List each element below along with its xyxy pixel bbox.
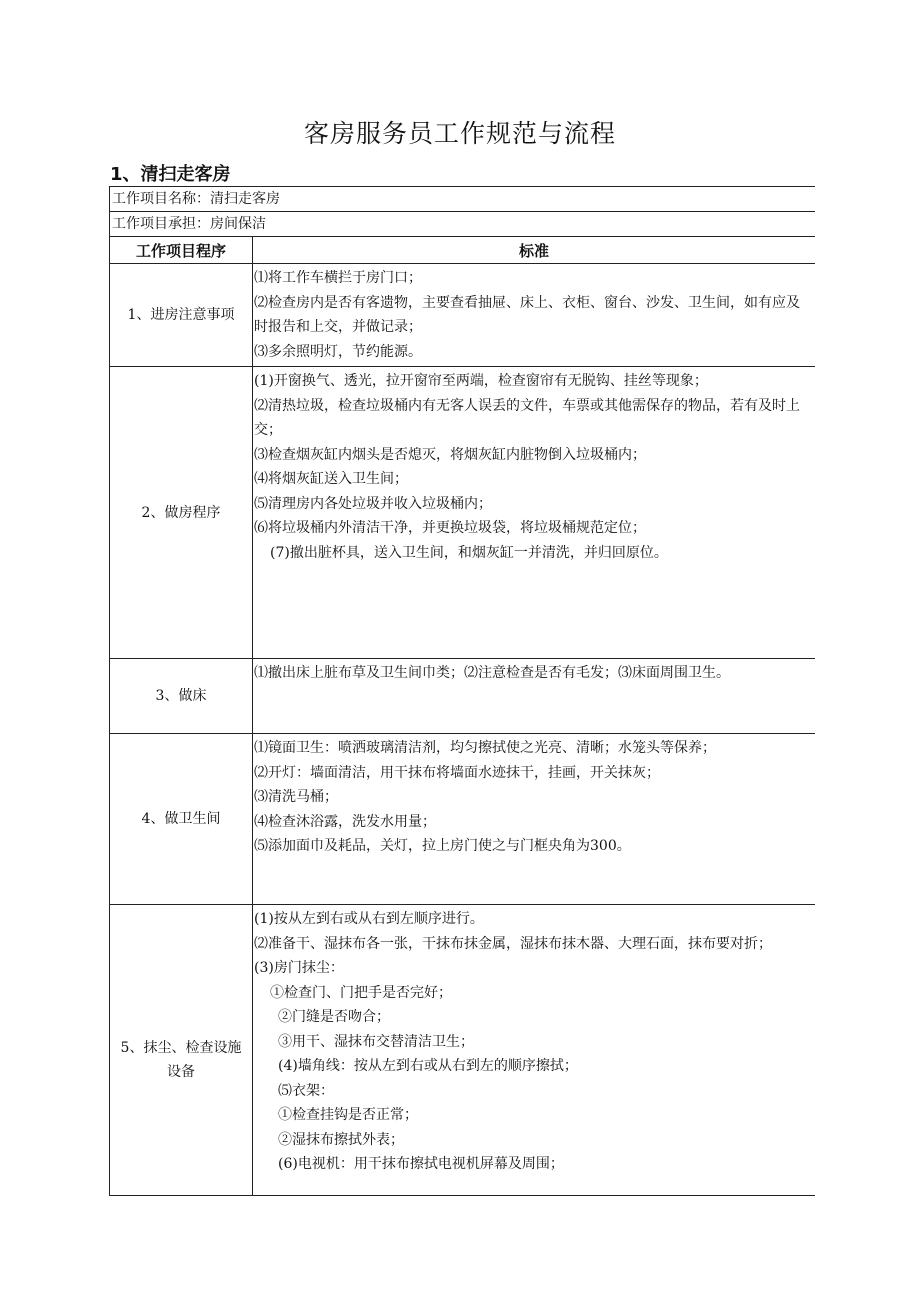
procedure-cell: 2、做房程序: [110, 367, 253, 659]
standard-cell: [253, 905, 816, 1197]
header-procedure: 工作项目程序: [110, 237, 253, 264]
header-standard: 标准: [253, 237, 816, 264]
standard-item: ⑸清理房内各处垃圾并收入垃圾桶内；: [254, 495, 492, 512]
standard-item: ⑶检查烟灰缸内烟头是否熄灭，将烟灰缸内脏物倒入垃圾桶内；: [254, 446, 646, 463]
procedure-cell: 3、做床: [110, 659, 253, 734]
table-row: [110, 734, 816, 905]
standard-item: ①检查门、门把手是否完好；: [270, 984, 452, 1001]
standard-item: ②湿抹布擦拭外表；: [278, 1131, 404, 1148]
standard-cell: [253, 659, 816, 734]
standard-item: ⑹将垃圾桶内外清洁干净，并更换垃圾袋，将垃圾桶规范定位；: [254, 520, 646, 536]
standard-item: ⑴镜面卫生：喷洒玻璃清洁剂，均匀擦拭使之光亮、清晰；水笼头等保养；: [254, 740, 716, 756]
procedure-cell: 5、抹尘、检查设施设备: [110, 905, 253, 1197]
standard-cell: [253, 367, 816, 659]
standard-cell: [253, 264, 816, 367]
standard-item: ①检查挂钩是否正常；: [278, 1107, 418, 1123]
standard-item: ⑵清热垃圾，检查垃圾桶内有无客人误丢的文件，车票或其他需保存的物品，若有及时上交；: [254, 397, 800, 438]
standard-item: ⑷检查沐浴露，洗发水用量；: [254, 813, 436, 830]
standard-item: ⑶多余照明灯，节约能源。: [254, 343, 422, 360]
table-row: [110, 659, 816, 734]
project-owner: 工作项目承担：房间保洁: [110, 212, 816, 237]
standard-item: ⑴撤出床上脏布草及卫生间巾类；⑵注意检查是否有毛发；⑶床面周围卫生。: [254, 665, 730, 681]
section-heading: 1、清扫走客房: [110, 164, 231, 185]
procedure-cell: 4、做卫生间: [110, 734, 253, 905]
standard-cell: [253, 734, 816, 905]
standard-item: ⑸添加面巾及耗品，关灯，拉上房门使之与门框央角为300。: [254, 838, 631, 854]
standard-item: ⑵检查房内是否有客遗物，主要查看抽屉、床上、衣柜、窗台、沙发、卫生间，如有应及时报告和上交，并做记录；: [254, 294, 800, 335]
project-name: 工作项目名称：清扫走客房: [110, 187, 816, 212]
standard-item: ⑷将烟灰缸送入卫生间；: [254, 471, 408, 487]
standard-item: ②门缝是否吻合；: [278, 1009, 390, 1025]
standard-item: ⑶清洗马桶；: [254, 789, 338, 805]
standard-item: ⑵开灯：墙面清洁，用干抹布将墙面水迹抹干，挂画，开关抹灰；: [254, 764, 660, 781]
standard-item: (6)电视机：用干抹布擦拭电视机屏幕及周围；: [278, 1156, 564, 1172]
document-title: 客房服务员工作规范与流程: [303, 119, 616, 148]
table-row: [110, 905, 816, 1197]
standard-item: (1)按从左到右或从右到左顺序进行。: [254, 911, 484, 927]
standard-item: ③用干、湿抹布交替清洁卫生；: [278, 1033, 474, 1050]
procedure-cell: 1、进房注意事项: [110, 264, 253, 367]
standard-item: (3)房门抹尘：: [254, 960, 344, 976]
standard-item: (7)撤出脏杯具，送入卫生间，和烟灰缸一并清洗，并归回原位。: [270, 544, 668, 561]
standard-item: (4)墙角线：按从左到右或从右到左的顺序擦拭；: [278, 1058, 578, 1074]
procedure-table: [109, 186, 815, 1196]
standard-item: (1)开窗换气、透光，拉开窗帘至两端，检查窗帘有无脱钩、挂丝等现象；: [254, 373, 708, 389]
standard-item: ⑵准备干、湿抹布各一张，干抹布抹金属，湿抹布抹木器、大理石面，抹布要对折；: [254, 935, 772, 952]
table-row: [110, 367, 816, 659]
standard-item: ⑸衣架：: [278, 1082, 334, 1099]
standard-item: ⑴将工作车横拦于房门口；: [254, 270, 422, 286]
table-row: [110, 264, 816, 367]
